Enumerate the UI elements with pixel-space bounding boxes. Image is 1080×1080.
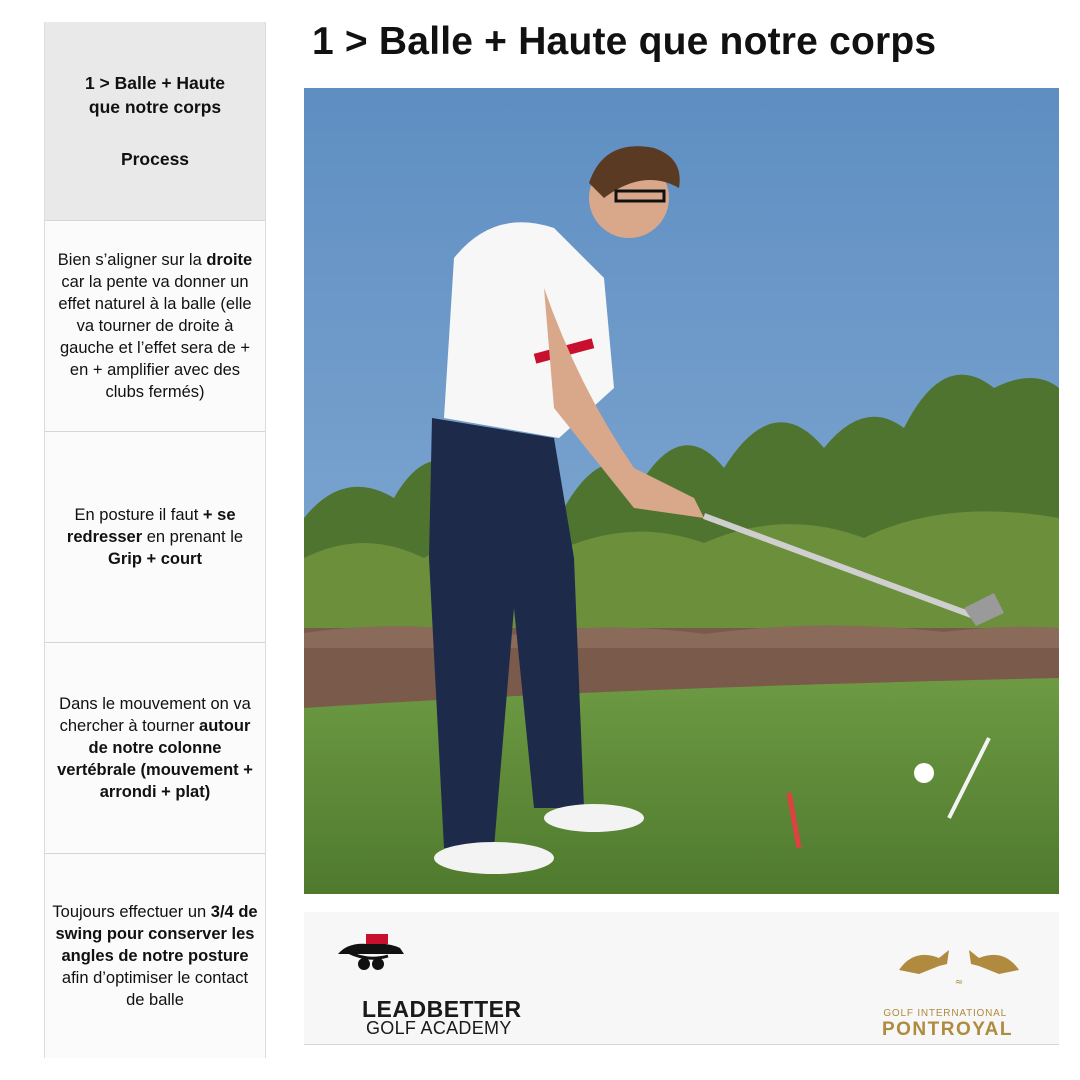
sidebar-title-line2: que notre corps xyxy=(88,97,222,117)
tip1-bold-a: droite xyxy=(206,251,253,269)
golfer-photo xyxy=(304,88,1059,894)
tip2-bold-b: Grip + court xyxy=(108,550,202,568)
tip4-text-b: afin d’optimiser le contact de balle xyxy=(61,969,249,1009)
sidebar-process-label: Process xyxy=(120,149,190,169)
pontroyal-subtitle: GOLF INTERNATIONAL xyxy=(883,1008,1007,1019)
page-title: 1 > Balle + Haute que notre corps xyxy=(312,20,937,63)
tip2-text-a: En posture il faut xyxy=(74,506,203,524)
tip4-bold-a: 3/4 de swing pour conserver les angles de notre posture xyxy=(55,903,258,965)
tip-posture xyxy=(45,432,265,643)
pontroyal-deer-icon xyxy=(879,930,1039,990)
golfer-illustration xyxy=(304,88,1059,894)
tip1-text-b: car la pente va donner un effet naturel à la balle (elle va tourner de droite à gauche et l’effet sera de + en + amplifier avec des clubs fermés) xyxy=(58,273,252,401)
leadbetter-hat-icon xyxy=(328,922,418,982)
tip2-text-b: en prenant le xyxy=(142,528,244,546)
tip4-text-a: Toujours effectuer un xyxy=(52,903,211,921)
pontroyal-logo xyxy=(879,930,1039,1040)
sidebar-title-line1: 1 > Balle + Haute xyxy=(84,73,226,93)
tip-rotation xyxy=(45,643,265,854)
leadbetter-name: LEADBETTER xyxy=(362,996,522,1022)
leadbetter-logo xyxy=(328,922,528,1037)
tip1-text-a: Bien s’aligner sur la xyxy=(57,251,207,269)
sponsor-logos xyxy=(304,912,1059,1045)
tip-alignment xyxy=(45,221,265,432)
tip3-text-a: Dans le mouvement on va chercher à tourner xyxy=(59,695,251,735)
leadbetter-subtitle: GOLF ACADEMY xyxy=(366,1018,512,1038)
tip-swing xyxy=(45,854,265,1058)
tip3-bold-a: autour de notre colonne vertébrale (mouvement + arrondi + plat) xyxy=(57,717,253,801)
sidebar-header xyxy=(45,22,265,221)
svg-text:≈: ≈ xyxy=(954,977,964,988)
pontroyal-name: PONTROYAL xyxy=(881,1019,1013,1040)
process-sidebar xyxy=(44,22,266,1058)
tip2-bold-a: + se redresser xyxy=(66,506,236,546)
